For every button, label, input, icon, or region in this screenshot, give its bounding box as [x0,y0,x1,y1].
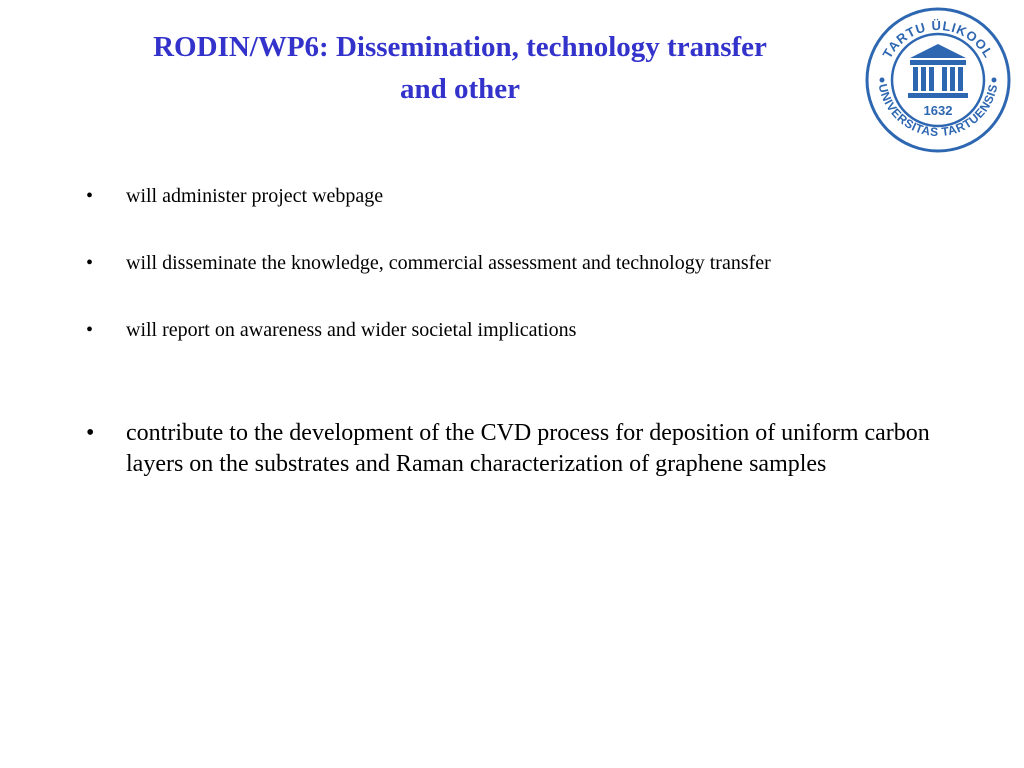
bullet-text: will report on awareness and wider societal implications [126,319,577,341]
bullet-list [86,182,946,480]
title-line-1: RODIN/WP6: Dissemination, technology transfer [153,31,767,63]
slide-title [80,26,840,110]
bullet-glyph: • [86,185,94,207]
list-item [86,316,946,344]
list-item [86,249,946,277]
list-item [86,182,946,210]
svg-text:TARTU ÜLIKOOL: TARTU ÜLIKOOL [879,17,997,61]
svg-text:UNIVERSITAS TARTUENSIS: UNIVERSITAS TARTUENSIS [875,82,1001,140]
bullet-text: will administer project webpage [126,185,384,207]
seal-year: 1632 [923,103,953,118]
bullet-glyph: • [86,420,95,446]
university-seal-icon [864,6,1012,154]
bullet-text: contribute to the development of the CVD process for deposition of uniform carbon layers on the substrates and Raman characterization of graphene samples [126,420,930,477]
bullet-text: will disseminate the knowledge, commercial assessment and technology transfer [126,252,771,274]
bullet-glyph: • [86,252,94,274]
list-item [86,418,946,480]
bullet-glyph: • [86,319,94,341]
title-line-2: and other [399,73,521,105]
